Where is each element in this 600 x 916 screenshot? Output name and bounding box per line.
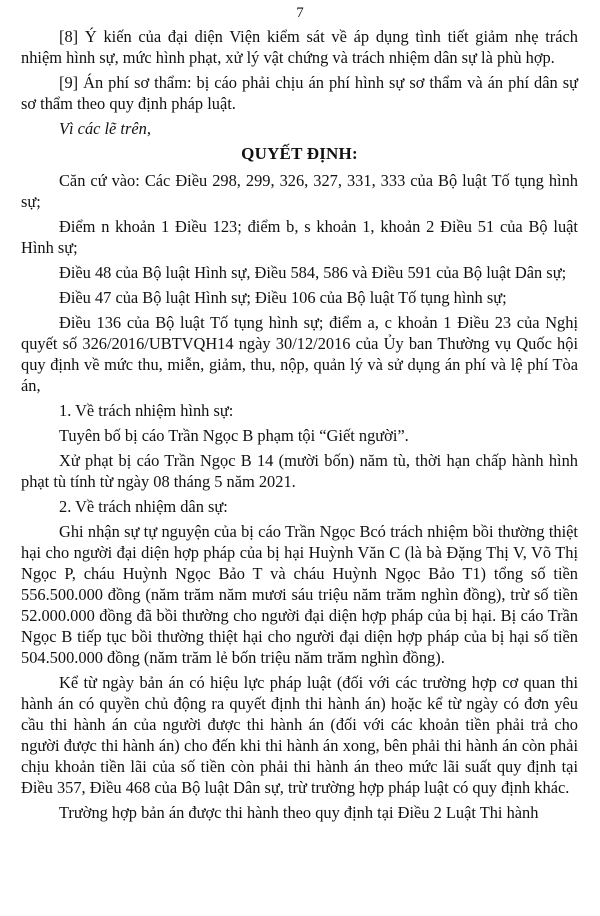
section-criminal-liability: 1. Về trách nhiệm hình sự:: [59, 401, 234, 420]
decision-heading: QUYẾT ĐỊNH:: [241, 144, 358, 163]
sentence: Xử phạt bị cáo Trần Ngọc B 14 (mười bốn) năm tù, thời hạn chấp hành hình phạt tù tính từ ngày 08 tháng 5 năm 2021.: [21, 451, 578, 491]
interest-paragraph: Kể từ ngày bản án có hiệu lực pháp luật (đối với các trường hợp cơ quan thi hành án có quyền chủ động ra quyết định thi hành án) hoặc kể từ ngày có đơn yêu cầu thi hành án của người được thi hành án (đối với các khoản tiền phải trả cho người được thi hành án) cho đến khi thi hành án xong, bên phải thi hành án còn phải chịu khoản tiền lãi của số tiền còn phải thi hành án theo mức lãi suất quy định tại Điều 357, Điều 468 của Bộ luật Dân sự, trừ trường hợp pháp luật có quy định khác.: [21, 673, 578, 797]
legal-basis-civil-code: Điều 48 của Bộ luật Hình sự, Điều 584, 586 và Điều 591 của Bộ luật Dân sự;: [59, 263, 567, 282]
legal-basis-criminal-procedure: Căn cứ vào: Các Điều 298, 299, 326, 327, 331, 333 của Bộ luật Tố tụng hình sự;: [21, 171, 578, 211]
compensation-paragraph: Ghi nhận sự tự nguyện của bị cáo Trần Ngọc Bcó trách nhiệm bồi thường thiệt hại cho người đại diện hợp pháp của bị hại Huỳnh Văn C (là bà Đặng Thị V, Võ Thị Ngọc P, cháu Huỳnh Ngọc Bảo T và cháu Huỳnh Ngọc Bảo T1) tổng số tiền 556.500.000 đồng (năm trăm năm mươi sáu triệu năm trăm nghìn đồng), trừ số tiền 52.000.000 đồng đã bồi thường cho người đại diện hợp pháp của bị hại. Bị cáo Trần Ngọc B tiếp tục bồi thường thiệt hại cho người đại diện hợp pháp của bị hại số tiền 504.500.000 đồng (năm trăm lẻ bốn triệu năm trăm nghìn đồng).: [21, 522, 578, 667]
document-body: [21, 26, 578, 827]
section-civil-liability: 2. Về trách nhiệm dân sự:: [59, 497, 228, 516]
enforcement-paragraph: Trường hợp bản án được thi hành theo quy định tại Điều 2 Luật Thi hành: [59, 803, 539, 822]
paragraph-opinion-procuracy: [8] Ý kiến của đại diện Viện kiểm sát về áp dụng tình tiết giảm nhẹ trách nhiệm hình sự, mức hình phạt, xử lý vật chứng và trách nhiệm dân sự là phù hợp.: [21, 27, 578, 67]
paragraph-court-fee: [9] Án phí sơ thẩm: bị cáo phải chịu án phí hình sự sơ thẩm và án phí dân sự sơ thẩm theo quy định pháp luật.: [21, 73, 578, 113]
verdict-declaration: Tuyên bố bị cáo Trần Ngọc B phạm tội “Giết người”.: [59, 426, 409, 445]
reasoning-line: Vì các lẽ trên,: [59, 119, 151, 138]
legal-basis-penal-code: Điểm n khoản 1 Điều 123; điểm b, s khoản 1, khoản 2 Điều 51 của Bộ luật Hình sự;: [21, 217, 578, 257]
legal-basis-resolution: Điều 136 của Bộ luật Tố tụng hình sự; điểm a, c khoản 1 Điều 23 của Nghị quyết số 326/2016/UBTVQH14 ngày 30/12/2016 của Ủy ban Thường vụ Quốc hội quy định về mức thu, miễn, giảm, thu, nộp, quản lý và sử dụng án phí và lệ phí Tòa án,: [21, 313, 578, 395]
legal-basis-article-47: Điều 47 của Bộ luật Hình sự; Điều 106 của Bộ luật Tố tụng hình sự;: [59, 288, 507, 307]
page-number: 7: [296, 5, 304, 21]
